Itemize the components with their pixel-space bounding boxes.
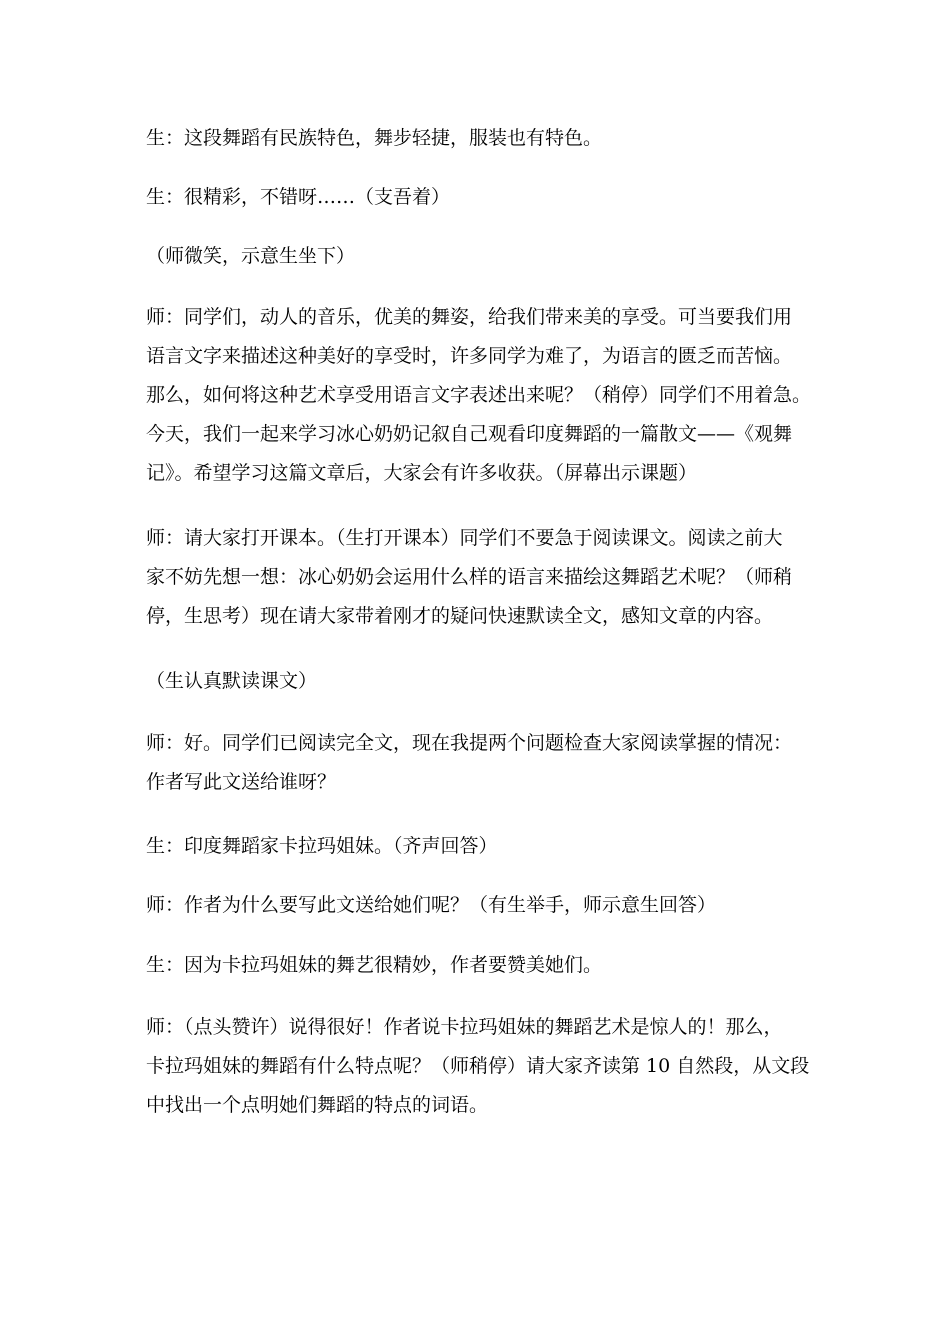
text-line: 生：这段舞蹈有民族特色，舞步轻捷，服装也有特色。 — [146, 127, 603, 149]
paragraph-8 — [146, 827, 826, 866]
paragraph-7 — [146, 724, 826, 802]
text-line: （师微笑，示意生坐下） — [146, 245, 356, 267]
paragraph-6 — [146, 662, 826, 701]
text-line: 家不妨先想一想：冰心奶奶会运用什么样的语言来描绘这舞蹈艺术呢？（师稍 — [146, 566, 793, 588]
paragraph-11 — [146, 1008, 826, 1125]
text-line: 生：因为卡拉玛姐妹的舞艺很精妙，作者要赞美她们。 — [146, 954, 603, 976]
text-line: 记》。希望学习这篇文章后，大家会有许多收获。（屏幕出示课题） — [146, 462, 698, 484]
text-line: 今天，我们一起来学习冰心奶奶记叙自己观看印度舞蹈的一篇散文——《观舞 — [146, 423, 793, 445]
paragraph-9 — [146, 886, 826, 925]
text-line: 师：同学们，动人的音乐，优美的舞姿，给我们带来美的享受。可当要我们用 — [146, 306, 793, 328]
paragraph-10 — [146, 946, 826, 985]
text-line: 师：好。同学们已阅读完全文，现在我提两个问题检查大家阅读掌握的情况： — [146, 732, 793, 754]
paragraph-3 — [146, 237, 826, 276]
paragraph-2 — [146, 178, 826, 217]
paragraph-1 — [146, 119, 826, 158]
paragraph-5 — [146, 519, 826, 636]
text-line: 停，生思考）现在请大家带着刚才的疑问快速默读全文，感知文章的内容。 — [146, 605, 774, 627]
text-line: 生：很精彩，不错呀……（支吾着） — [146, 186, 451, 208]
text-line: 师：（点头赞许）说得很好！作者说卡拉玛姐妹的舞蹈艺术是惊人的！那么， — [146, 1016, 783, 1038]
text-line: 中找出一个点明她们舞蹈的特点的词语。 — [146, 1094, 489, 1116]
text-line: 生：印度舞蹈家卡拉玛姐妹。（齐声回答） — [146, 835, 498, 857]
text-line: 卡拉玛姐妹的舞蹈有什么特点呢？（师稍停）请大家齐读第 10 自然段，从文段 — [146, 1055, 810, 1077]
paragraph-4 — [146, 298, 826, 493]
text-line: 师：作者为什么要写此文送给她们呢？（有生举手，师示意生回答） — [146, 894, 717, 916]
text-line: 作者写此文送给谁呀？ — [146, 771, 337, 793]
text-line: 那么，如何将这种艺术享受用语言文字表述出来呢？（稍停）同学们不用着急。 — [146, 384, 812, 406]
text-line: 语言文字来描述这种美好的享受时，许多同学为难了，为语言的匮乏而苦恼。 — [146, 345, 793, 367]
text-line: 师：请大家打开课本。（生打开课本）同学们不要急于阅读课文。阅读之前大 — [146, 527, 783, 549]
text-line: （生认真默读课文） — [146, 670, 318, 692]
